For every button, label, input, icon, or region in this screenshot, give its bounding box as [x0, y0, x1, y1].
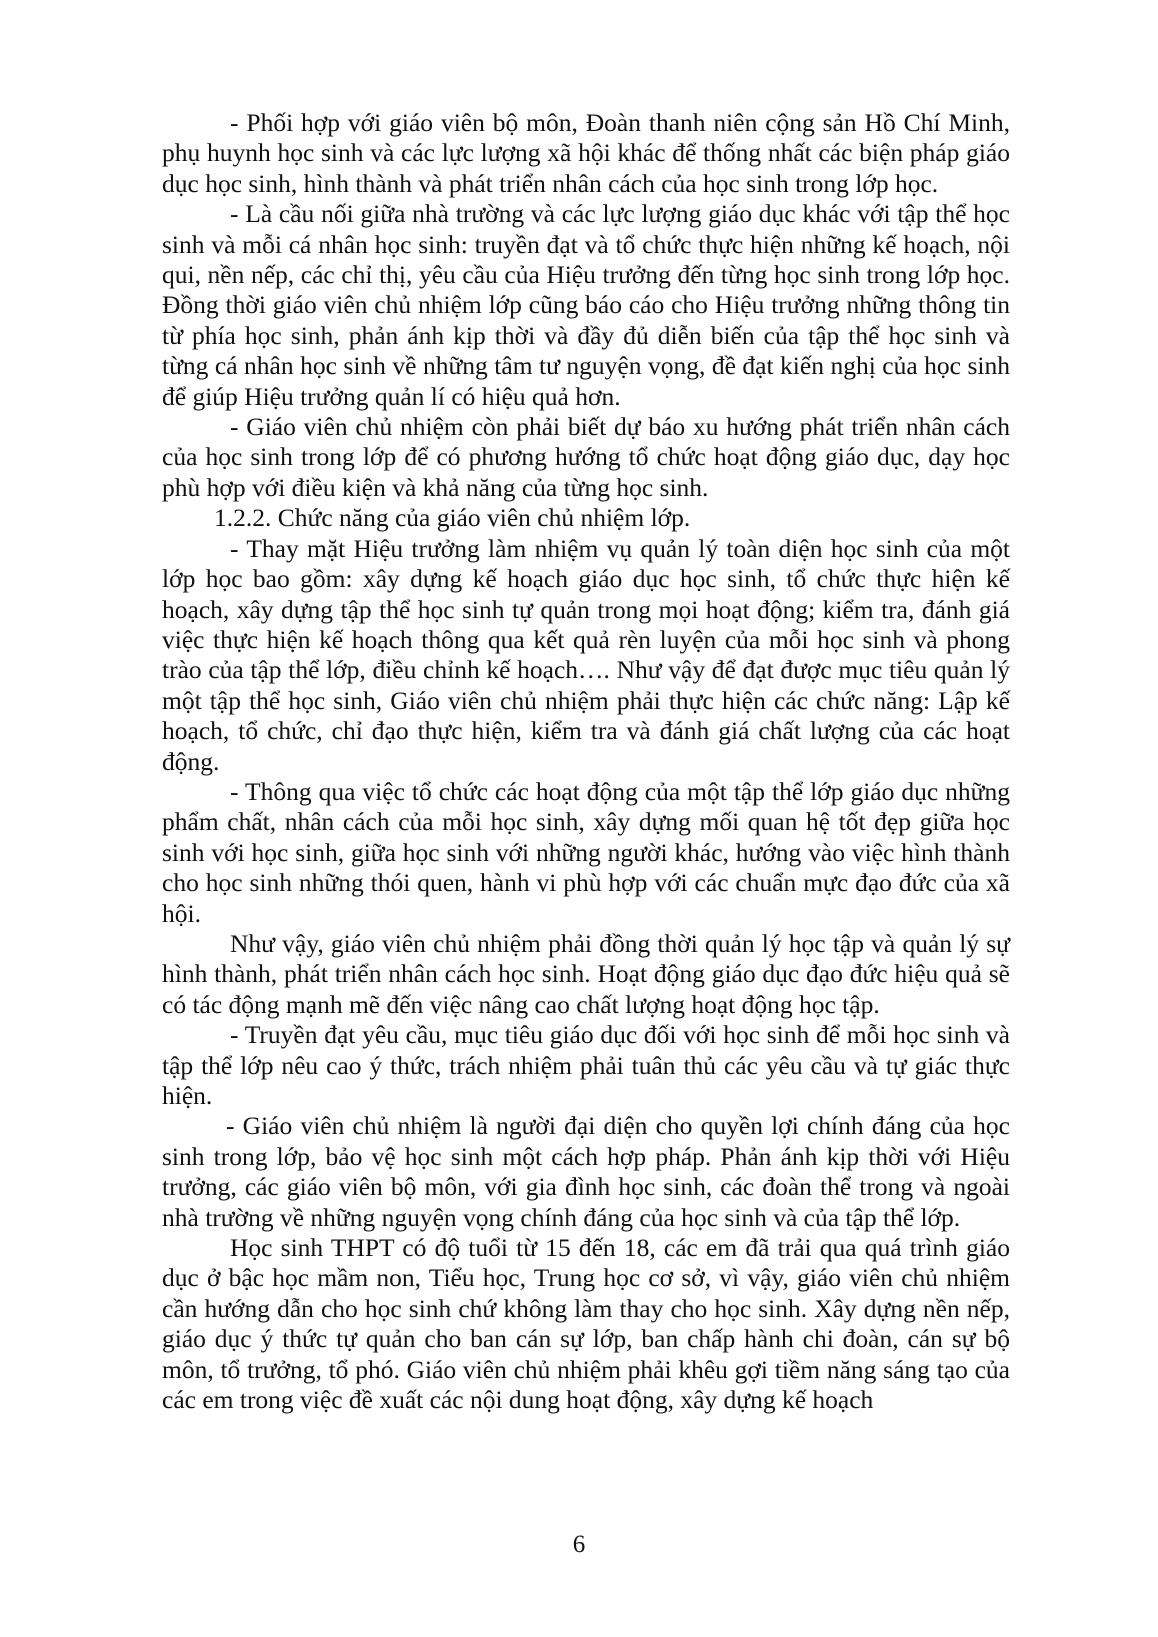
paragraph-organize-activities: - Thông qua việc tổ chức các hoạt động của một tập thể lớp giáo dục những phẩm chất, nhân cách của mỗi học sinh, xây dựng mối quan hệ tốt đẹp giữa học sinh với học sinh, giữa học sinh với những người khác, hướng vào việc hình thành cho học sinh những thói quen, hành vi phù hợp với các chuẩn mực đạo đức của xã hội.: [162, 776, 1010, 928]
paragraph-coordinate-with-teachers: - Phối hợp với giáo viên bộ môn, Đoàn thanh niên cộng sản Hồ Chí Minh, phụ huynh học sinh và các lực lượng xã hội khác để thống nhất các biện pháp giáo dục học sinh, hình thành và phát triển nhân cách của học sinh trong lớp học.: [162, 108, 1010, 198]
paragraph-thus-teacher: Như vậy, giáo viên chủ nhiệm phải đồng thời quản lý học tập và quản lý sự hình thành, phát triển nhân cách học sinh. Hoạt động giáo dục đạo đức hiệu quả sẽ có tác động mạnh mẽ đến việc nâng cao chất lượng hoạt động học tập.: [162, 928, 1010, 1019]
paragraph-representative: - Giáo viên chủ nhiệm là người đại diện cho quyền lợi chính đáng của học sinh trong lớp, bảo vệ học sinh một cách hợp pháp. Phản ánh kịp thời với Hiệu trưởng, các giáo viên bộ môn, với gia đình học sinh, các đoàn thể trong và ngoài nhà trường về những nguyện vọng chính đáng của học sinh và của tập thể lớp.: [162, 1111, 1010, 1232]
paragraph-thpt-students: Học sinh THPT có độ tuổi từ 15 đến 18, các em đã trải qua quá trình giáo dục ở bậc học mầm non, Tiểu học, Trung học cơ sở, vì vậy, giáo viên chủ nhiệm cần hướng dẫn cho học sinh chứ không làm thay cho học sinh. Xây dựng nền nếp, giáo dục ý thức tự quản cho ban cán sự lớp, ban chấp hành chi đoàn, cán sự bộ môn, tổ trưởng, tổ phó. Giáo viên chủ nhiệm phải khêu gợi tiềm năng sáng tạo của các em trong việc đề xuất các nội dung hoạt động, xây dựng kế hoạch: [162, 1233, 1010, 1415]
page-number: 6: [572, 1531, 586, 1558]
section-heading-1-2-2: 1.2.2. Chức năng của giáo viên chủ nhiệm lớp.: [214, 503, 691, 533]
paragraph-bridge-role: - Là cầu nối giữa nhà trường và các lực lượng giáo dục khác với tập thể học sinh và mỗi cá nhân học sinh: truyền đạt và tổ chức thực hiện những kế hoạch, nội qui, nền nếp, các chỉ thị, yêu cầu của Hiệu trưởng đến từng học sinh trong lớp học. Đồng thời giáo viên chủ nhiệm lớp cũng báo cáo cho Hiệu trưởng những thông tin từ phía học sinh, phản ánh kịp thời và đầy đủ diễn biến của tập thể học sinh và từng cá nhân học sinh về những tâm tư nguyện vọng, đề đạt kiến nghị của học sinh để giúp Hiệu trưởng quản lí có hiệu quả hơn.: [162, 199, 1010, 411]
paragraph-on-behalf-of-principal: - Thay mặt Hiệu trưởng làm nhiệm vụ quản lý toàn diện học sinh của một lớp học bao gồm: xây dựng kế hoạch giáo dục học sinh, tổ chức thực hiện kế hoạch, xây dựng tập thể học sinh tự quản trong mọi hoạt động; kiểm tra, đánh giá việc thực hiện kế hoạch thông qua kết quả rèn luyện của mỗi học sinh và phong trào của tập thể lớp, điều chỉnh kế hoạch…. Như vậy để đạt được mục tiêu quản lý một tập thể học sinh, Giáo viên chủ nhiệm phải thực hiện các chức năng: Lập kế hoạch, tổ chức, chỉ đạo thực hiện, kiểm tra và đánh giá chất lượng của các hoạt động.: [162, 533, 1010, 776]
paragraph-forecast-development: - Giáo viên chủ nhiệm còn phải biết dự báo xu hướng phát triển nhân cách của học sinh trong lớp để có phương hướng tổ chức hoạt động giáo dục, dạy học phù hợp với điều kiện và khả năng của từng học sinh.: [162, 412, 1010, 502]
paragraph-convey-requirements: - Truyền đạt yêu cầu, mục tiêu giáo dục đối với học sinh để mỗi học sinh và tập thể lớp nêu cao ý thức, trách nhiệm phải tuân thủ các yêu cầu và tự giác thực hiện.: [162, 1020, 1010, 1110]
document-body: [162, 108, 1010, 1415]
